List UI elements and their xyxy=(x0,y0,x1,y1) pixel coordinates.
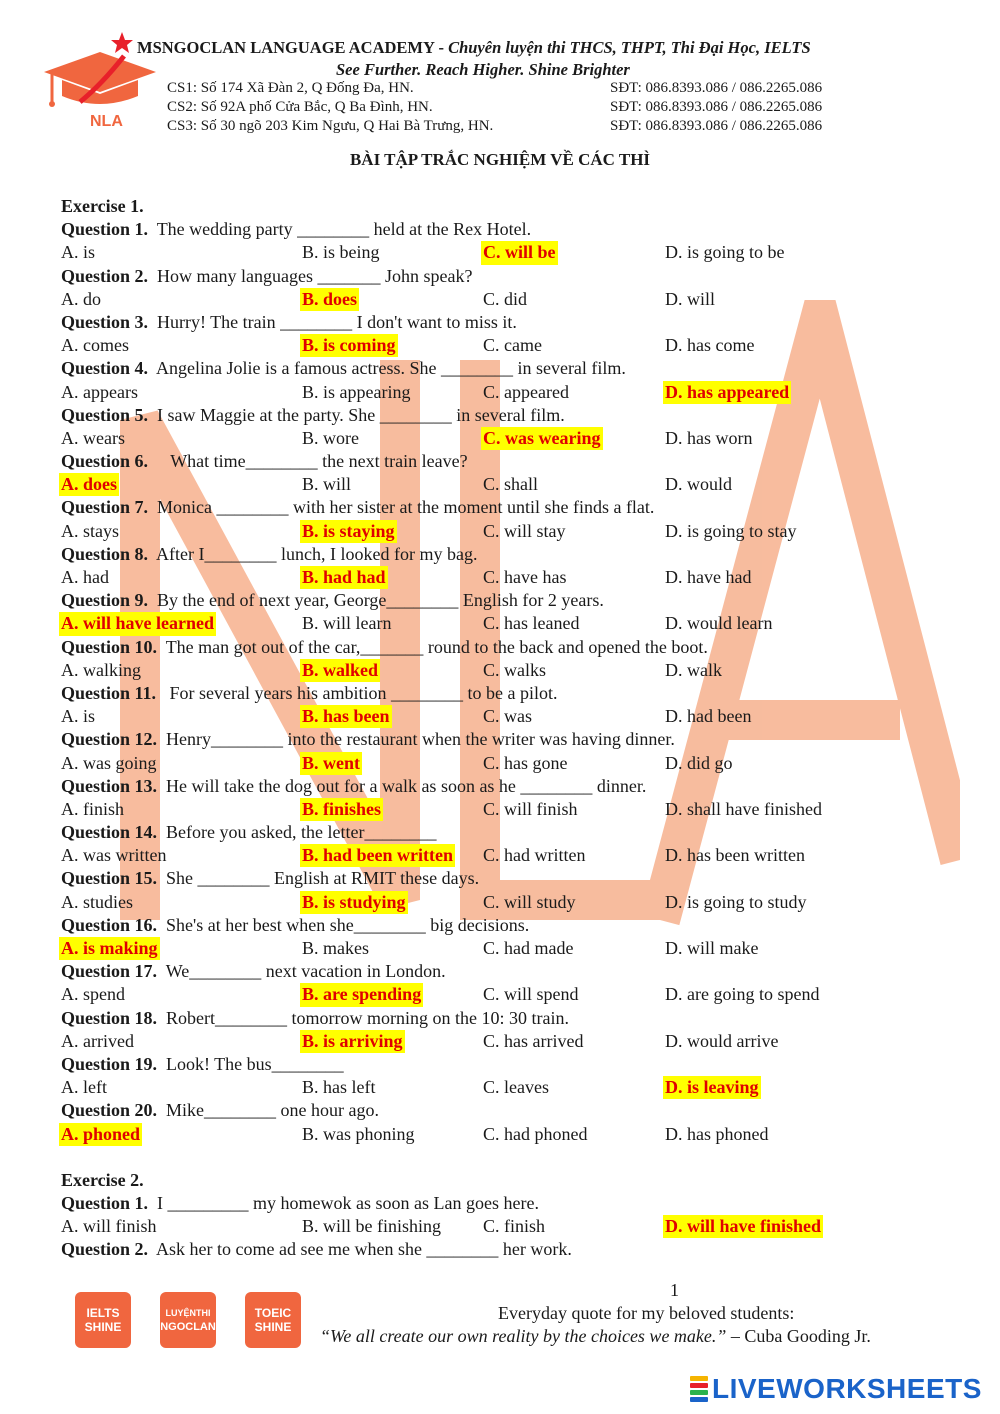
answer-options xyxy=(61,473,961,496)
correct-answer-option[interactable]: B. walked xyxy=(300,659,380,682)
academy-tagline: Chuyên luyện thi THCS, THPT, Thi Đại Học, IELTS xyxy=(448,38,811,57)
question-stem xyxy=(61,960,961,983)
question-text: Ask her to come ad see me when she ________ her work. xyxy=(148,1239,572,1260)
answer-option[interactable]: C. has leaned xyxy=(483,613,580,634)
answer-option[interactable]: A. left xyxy=(61,1077,107,1098)
correct-answer-option[interactable]: D. will have finished xyxy=(663,1215,823,1238)
question-text: For several years his ambition ________ to be a pilot. xyxy=(156,682,558,703)
answer-option[interactable]: C. was xyxy=(483,706,532,727)
question-label: Question 7. xyxy=(61,497,149,518)
star-icon xyxy=(111,32,133,53)
question-label: Question 1. xyxy=(61,219,149,240)
correct-answer-option[interactable]: B. are spending xyxy=(300,983,423,1006)
branch-3 xyxy=(167,118,823,135)
answer-option[interactable]: A. arrived xyxy=(61,1030,134,1051)
branch-phone: SĐT: 086.8393.086 / 086.2265.086 xyxy=(610,80,823,96)
question-stem xyxy=(61,682,961,705)
question-text: We________ next vacation in London. xyxy=(157,961,446,982)
question-label: Question 14. xyxy=(61,822,158,843)
answer-option[interactable]: D. would arrive xyxy=(665,1030,779,1051)
answer-options xyxy=(61,241,961,264)
answer-option[interactable]: D. has been written xyxy=(665,845,805,866)
svg-text:NLA: NLA xyxy=(90,113,123,130)
question-stem xyxy=(61,1053,961,1076)
branch-1 xyxy=(167,80,823,97)
daily-quote xyxy=(320,1326,871,1347)
answer-option[interactable]: C. had written xyxy=(483,845,586,866)
question-stem xyxy=(61,543,961,566)
question-text: She ________ English at RMIT these days. xyxy=(157,868,480,889)
answer-option[interactable]: A. appears xyxy=(61,381,138,402)
question-label: Question 3. xyxy=(61,311,149,332)
correct-answer-option[interactable]: B. has been xyxy=(300,705,392,728)
answer-options xyxy=(61,752,961,775)
answer-option[interactable]: D. has phoned xyxy=(665,1123,769,1144)
answer-option[interactable]: D. is going to stay xyxy=(665,520,797,541)
liveworksheets-icon xyxy=(690,1376,708,1402)
answer-option[interactable]: D. shall have finished xyxy=(665,798,822,819)
question-stem xyxy=(61,450,961,473)
question-stem xyxy=(61,728,961,751)
answer-options xyxy=(61,288,961,311)
answer-options xyxy=(61,983,961,1006)
question-label: Question 18. xyxy=(61,1007,158,1028)
question-stem xyxy=(61,1192,961,1215)
quote-heading: Everyday quote for my beloved students: xyxy=(498,1303,795,1323)
question-label: Question 8. xyxy=(61,543,149,564)
answer-options xyxy=(61,844,961,867)
answer-option[interactable]: C. leaves xyxy=(483,1077,549,1098)
ielts-shine-logo: IELTS SHINE xyxy=(75,1292,131,1348)
answer-option[interactable]: B. makes xyxy=(302,938,369,958)
question-stem xyxy=(61,1099,961,1122)
correct-answer-option[interactable]: D. is leaving xyxy=(663,1076,761,1099)
answer-option[interactable]: A. stays xyxy=(61,520,119,541)
question-stem xyxy=(61,496,961,519)
answer-option[interactable]: A. was written xyxy=(61,845,167,866)
answer-option[interactable]: B. will be finishing xyxy=(302,1216,441,1237)
answer-options xyxy=(61,427,961,450)
answer-option[interactable]: B. will xyxy=(302,474,352,495)
answer-option[interactable]: A. is xyxy=(61,706,96,727)
correct-answer-option[interactable]: B. had had xyxy=(300,566,388,589)
academy-slogan: See Further. Reach Higher. Shine Brighter xyxy=(336,60,630,79)
answer-option[interactable]: C. did xyxy=(483,288,528,309)
answer-options xyxy=(61,566,961,589)
answer-option[interactable]: B. was phoning xyxy=(302,1123,415,1144)
question-label: Question 5. xyxy=(61,404,149,425)
correct-answer-option[interactable]: B. is arriving xyxy=(300,1030,405,1053)
answer-option[interactable]: B. will learn xyxy=(302,613,392,634)
question-text: I _________ my homewok as soon as Lan goes here. xyxy=(148,1193,539,1214)
question-stem xyxy=(61,311,961,334)
question-text: Look! The bus________ xyxy=(157,1053,344,1074)
question-stem xyxy=(61,357,961,380)
correct-answer-option[interactable]: A. is making xyxy=(59,937,160,960)
branch-address: CS2: Số 92A phố Cửa Bắc, Q Ba Đình, HN. xyxy=(167,99,433,115)
answer-option[interactable]: C. came xyxy=(483,335,542,356)
question-text: Hurry! The train ________ I don't want to miss it. xyxy=(148,311,517,332)
question-label: Question 2. xyxy=(61,265,149,286)
answer-options xyxy=(61,520,961,543)
answer-option[interactable]: D. have had xyxy=(665,567,752,587)
branch-phone: SĐT: 086.8393.086 / 086.2265.086 xyxy=(610,118,823,134)
question-text: She's at her best when she________ big decisions. xyxy=(157,914,530,935)
answer-options xyxy=(61,891,961,914)
question-text: After I________ lunch, I looked for my bag. xyxy=(148,543,478,564)
question-text: What time________ the next train leave? xyxy=(148,451,468,472)
answer-option[interactable]: C. will finish xyxy=(483,798,578,819)
question-label: Question 9. xyxy=(61,590,149,611)
answer-option[interactable]: D. walk xyxy=(665,659,722,680)
correct-answer-option[interactable]: B. went xyxy=(300,752,362,775)
answer-options xyxy=(61,1123,961,1146)
branch-phone: SĐT: 086.8393.086 / 086.2265.086 xyxy=(610,99,823,115)
question-stem xyxy=(61,404,961,427)
question-label: Question 11. xyxy=(61,682,157,703)
question-stem xyxy=(61,821,961,844)
answer-option[interactable]: B. wore xyxy=(302,427,359,448)
correct-answer-option[interactable]: B. is staying xyxy=(300,520,397,543)
question-label: Question 6. xyxy=(61,451,149,472)
answer-option[interactable]: B. has left xyxy=(302,1077,376,1098)
answer-option[interactable]: D. is going to be xyxy=(665,242,785,263)
answer-option[interactable]: A. do xyxy=(61,288,101,309)
answer-option[interactable]: C. will study xyxy=(483,891,576,912)
question-text: He will take the dog out for a walk as soon as he ________ dinner. xyxy=(157,775,647,796)
answer-option[interactable]: D. has worn xyxy=(665,427,753,448)
question-stem xyxy=(61,1007,961,1030)
answer-options xyxy=(61,705,961,728)
answer-option[interactable]: C. walks xyxy=(483,659,546,680)
answer-option[interactable]: A. finish xyxy=(61,798,124,819)
answer-options xyxy=(61,798,961,821)
answer-options xyxy=(61,334,961,357)
academy-name: MSNGOCLAN LANGUAGE ACADEMY xyxy=(137,38,435,57)
answer-option[interactable]: A. will finish xyxy=(61,1216,157,1237)
question-label: Question 13. xyxy=(61,775,158,796)
answer-option[interactable]: C. had phoned xyxy=(483,1123,588,1144)
answer-option[interactable]: A. walking xyxy=(61,659,141,680)
liveworksheets-logo[interactable]: LIVEWORKSHEETS xyxy=(690,1374,982,1404)
answer-option[interactable]: D. would learn xyxy=(665,613,773,634)
answer-option[interactable]: A. had xyxy=(61,567,109,587)
luyenthi-ngoclan-logo: LUYỆNTHI NGOCLAN xyxy=(160,1292,216,1348)
answer-options xyxy=(61,659,961,682)
answer-option[interactable]: D. did go xyxy=(665,752,733,773)
correct-answer-option[interactable]: C. will be xyxy=(481,241,558,264)
question-text: Mike________ one hour ago. xyxy=(157,1100,379,1121)
question-text: How many languages _______ John speak? xyxy=(148,265,473,286)
question-label: Question 12. xyxy=(61,729,158,750)
question-label: Question 10. xyxy=(61,636,158,657)
answer-option[interactable]: C. will spend xyxy=(483,984,579,1005)
correct-answer-option[interactable]: B. is studying xyxy=(300,891,408,914)
answer-option[interactable]: A. comes xyxy=(61,335,129,356)
answer-options xyxy=(61,1076,961,1099)
answer-option[interactable]: D. has come xyxy=(665,335,755,356)
answer-option[interactable]: C. had made xyxy=(483,938,574,958)
answer-option[interactable]: C. will stay xyxy=(483,520,566,541)
answer-option[interactable]: D. would xyxy=(665,474,732,495)
answer-option[interactable]: A. spend xyxy=(61,984,125,1005)
branch-2 xyxy=(167,99,823,116)
question-stem xyxy=(61,218,961,241)
correct-answer-option[interactable]: B. had been written xyxy=(300,844,455,867)
answer-options xyxy=(61,937,961,960)
academy-heading: MSNGOCLAN LANGUAGE ACADEMY - Chuyên luyện thi THCS, THPT, Thi Đại Học, IELTS xyxy=(137,38,811,57)
answer-option[interactable]: D. had been xyxy=(665,706,752,727)
question-text: Before you asked, the letter________ xyxy=(157,822,437,843)
correct-answer-option[interactable]: A. does xyxy=(59,473,119,496)
branch-address: CS1: Số 174 Xã Đàn 2, Q Đống Đa, HN. xyxy=(167,80,414,96)
exercise-title: Exercise 2. xyxy=(61,1169,144,1190)
answer-option[interactable]: C. has gone xyxy=(483,752,568,773)
correct-answer-option[interactable]: D. has appeared xyxy=(663,381,791,404)
answer-options xyxy=(61,612,961,635)
question-stem xyxy=(61,1238,961,1261)
exercise-content xyxy=(61,195,961,1262)
answer-option[interactable]: A. wears xyxy=(61,427,125,448)
correct-answer-option[interactable]: A. will have learned xyxy=(59,612,216,635)
question-text: Angelina Jolie is a famous actress. She ________ in several film. xyxy=(148,358,626,379)
question-label: Question 2. xyxy=(61,1239,149,1260)
answer-option[interactable]: C. have has xyxy=(483,567,567,587)
correct-answer-option[interactable]: B. does xyxy=(300,288,359,311)
answer-option[interactable]: D. is going to study xyxy=(665,891,807,912)
answer-option[interactable]: A. studies xyxy=(61,891,133,912)
correct-answer-option[interactable]: C. was wearing xyxy=(481,427,603,450)
question-label: Question 20. xyxy=(61,1100,158,1121)
question-stem xyxy=(61,914,961,937)
worksheet-title: BÀI TẬP TRẮC NGHIỆM VỀ CÁC THÌ xyxy=(349,150,651,169)
answer-options xyxy=(61,381,961,404)
quote-text: “We all create our own reality by the choices we make.” xyxy=(320,1326,727,1346)
question-stem xyxy=(61,867,961,890)
question-label: Question 16. xyxy=(61,914,158,935)
question-label: Question 17. xyxy=(61,961,158,982)
question-label: Question 19. xyxy=(61,1053,158,1074)
question-text: The man got out of the car,_______ round to the back and opened the boot. xyxy=(157,636,708,657)
answer-option[interactable]: B. is appearing xyxy=(302,381,411,402)
correct-answer-option[interactable]: A. phoned xyxy=(59,1123,142,1146)
answer-option[interactable]: A. is xyxy=(61,242,96,263)
answer-option[interactable]: C. has arrived xyxy=(483,1030,584,1051)
question-stem xyxy=(61,775,961,798)
page-number: 1 xyxy=(670,1280,679,1300)
answer-option[interactable]: C. shall xyxy=(483,474,539,495)
question-label: Question 1. xyxy=(61,1193,149,1214)
question-text: Robert________ tomorrow morning on the 10: 30 train. xyxy=(157,1007,569,1028)
question-label: Question 4. xyxy=(61,358,149,379)
question-text: Henry________ into the restaurant when the writer was having dinner. xyxy=(157,729,675,750)
question-text: I saw Maggie at the party. She ________ in several film. xyxy=(148,404,565,425)
correct-answer-option[interactable]: B. finishes xyxy=(300,798,383,821)
question-label: Question 15. xyxy=(61,868,158,889)
answer-options xyxy=(61,1030,961,1053)
answer-option[interactable]: A. was going xyxy=(61,752,157,773)
question-stem xyxy=(61,265,961,288)
exercise-title: Exercise 1. xyxy=(61,196,144,216)
correct-answer-option[interactable]: B. is coming xyxy=(300,334,398,357)
answer-option[interactable]: D. are going to spend xyxy=(665,984,820,1005)
answer-option[interactable]: C. finish xyxy=(483,1216,546,1237)
quote-author: – Cuba Gooding Jr. xyxy=(726,1326,871,1346)
question-text: By the end of next year, George________ English for 2 years. xyxy=(148,590,604,611)
answer-option[interactable]: B. is being xyxy=(302,242,380,263)
answer-option[interactable]: C. appeared xyxy=(483,381,569,402)
question-stem xyxy=(61,589,961,612)
answer-option[interactable]: D. will xyxy=(665,288,716,309)
question-text: Monica ________ with her sister at the moment until she finds a flat. xyxy=(148,497,655,518)
branch-address: CS3: Số 30 ngõ 203 Kim Ngưu, Q Hai Bà Trưng, HN. xyxy=(167,118,494,134)
question-text: The wedding party ________ held at the Rex Hotel. xyxy=(148,219,532,240)
question-stem xyxy=(61,636,961,659)
toeic-shine-logo: TOEIC SHINE xyxy=(245,1292,301,1348)
answer-option[interactable]: D. will make xyxy=(665,938,759,958)
answer-options xyxy=(61,1215,961,1238)
